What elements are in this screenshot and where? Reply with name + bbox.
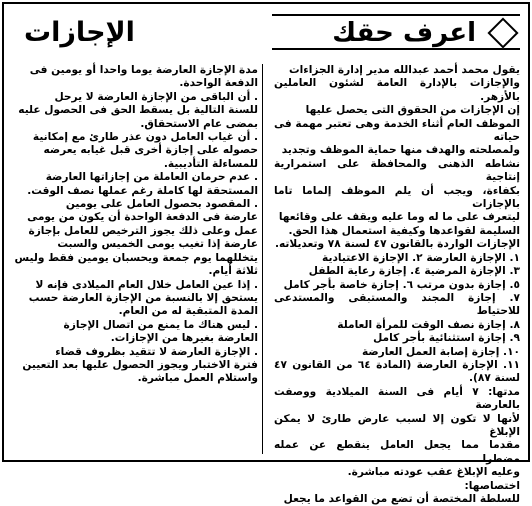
text-line: نشاطه الذهنى والمحافظة على استمرارية إنتاجية bbox=[274, 157, 520, 184]
right-column bbox=[268, 64, 521, 505]
text-line: مدة الإجازة العارضة يوما واحدا أو يومين فى bbox=[29, 64, 258, 76]
text-line: ليتعرف على ما له وما عليه ويقف على وقائعها bbox=[278, 211, 520, 224]
text-line: للسلطة المختصة أن تضع من القواعد ما يجعل bbox=[283, 493, 520, 505]
text-line: ١. الإجازة العارضة ٢. الإجازة الاعتيادية bbox=[322, 251, 520, 264]
text-line: ٧. إجازة المجند والمستبقى والمستدعى للاحتياط bbox=[274, 291, 520, 318]
rubric-banner bbox=[272, 14, 520, 50]
text-line: مقدما مما يجعل العامل ينقطع عن عمله مضطرا bbox=[274, 439, 520, 465]
article-page bbox=[2, 2, 530, 505]
text-line: للمساءلة التأديبية. bbox=[163, 157, 258, 170]
text-line: فترة الاختبار ويجوز الحصول عليها بعد التعيين bbox=[22, 358, 258, 371]
text-line: . ليس هناك ما يمنع من اتصال الإجازة bbox=[63, 318, 258, 331]
text-line: ٩. إجازة استثنائية بأجر كامل bbox=[373, 332, 520, 345]
text-line: ١٠. إجازة إصابة العمل العارضة bbox=[361, 345, 520, 358]
text-line: ولمصلحته والهدف منها حماية الموظف وتجديد bbox=[281, 144, 520, 157]
text-line: اختصاصها: bbox=[464, 479, 520, 492]
text-line: بكفاءة، ويجب أن يلم الموظف إلماما تاما بالإجازات bbox=[274, 184, 520, 211]
text-line: لأنها لا تكون إلا لسبب عارض طارئ لا يمكن الإبلاغ bbox=[274, 412, 520, 438]
text-line: . المقصود بحصول العامل على يومين bbox=[65, 198, 258, 211]
text-line: الدفعة الواحدة. bbox=[179, 77, 258, 90]
rubric-label: اعرف حقك bbox=[332, 18, 476, 48]
left-column bbox=[12, 64, 264, 454]
diamond-icon bbox=[487, 17, 518, 48]
text-line: بمضى عام الاستحقاق. bbox=[140, 117, 258, 130]
text-line: . الإجازة العارضة لا تتقيد بظروف قضاء bbox=[55, 345, 258, 358]
text-line: ١١. الإجازة العارضة (المادة ٦٤ من القانون ٤٧ لسنة ٨٧). bbox=[274, 358, 521, 385]
text-line: المدة المتبقية له من العام. bbox=[118, 305, 258, 318]
article-title: الإجازات bbox=[24, 17, 135, 48]
text-line: المستحقة لها كاملة رغم عملها نصف الوقت. bbox=[27, 184, 258, 197]
text-line: يستحق إلا بالنسبة من الإجازة العارضة حسب bbox=[28, 291, 258, 304]
text-line: عارضة فى الدفعة الواحدة أن يكون من يومى bbox=[27, 211, 258, 224]
text-line: . أن غياب العامل دون عذر طارئ مع إمكانية bbox=[32, 131, 258, 144]
text-line: . أن الباقى من الإجازة العارضة لا يرحل bbox=[54, 90, 258, 103]
text-line: عارضة إذا تغيب يومى الخميس والسبت bbox=[57, 238, 258, 251]
text-line: ٥. إجازة بدون مرتب ٦. إجازة خاصة بأجر كامل bbox=[283, 278, 520, 291]
text-line: ثلاثة أيام. bbox=[208, 265, 258, 278]
text-line: مدتها: ٧ أيام فى السنة الميلادية ووصفت بالعارضة bbox=[274, 385, 520, 412]
text-line: العارضة بغيرها من الإجازات. bbox=[110, 332, 258, 345]
text-line: السليمة لقواعدها وكيفية استعمال هذا الحق. bbox=[288, 224, 520, 237]
text-line: . إذا عين العامل خلال العام الميلادى فإنه لا bbox=[35, 278, 258, 291]
text-line: يقول محمد أحمد عبدالله مدير إدارة الجزاءات bbox=[289, 64, 520, 76]
article-header bbox=[12, 10, 520, 56]
text-line: . عدم حرمان العاملة من إجازاتها العارضة bbox=[45, 171, 258, 184]
text-line: للسنة التالية بل يسقط الحق فى الحصول عليه bbox=[18, 104, 258, 117]
text-line: واستلام العمل مباشرة. bbox=[137, 372, 258, 385]
text-line: والإجازات بالإدارة العامة لشئون العاملين بالأزهر. bbox=[274, 77, 520, 103]
article-body bbox=[12, 64, 521, 505]
text-line: الإجازات الواردة بالقانون ٤٧ لسنة ٧٨ وتعديلاته. bbox=[274, 238, 520, 251]
text-line: ٣. الإجازة المرضية ٤. إجازة رعاية الطفل bbox=[308, 265, 520, 278]
text-line: يتخللهما يوم جمعة ويحسبان يومين فقط وليس bbox=[14, 251, 258, 264]
text-line: إن الإجازات من الحقوق التى يحصل عليها bbox=[305, 104, 520, 117]
text-line: عمل وعلى ذلك يجوز الترخيص للعامل بإجازة bbox=[28, 224, 258, 237]
text-line: حصوله على إجازة أخرى قبل غيابه يعرضه bbox=[43, 144, 258, 157]
text-line: الموظف العام أثناء الخدمة وهى تعتبر مهمة فى حياته bbox=[274, 117, 520, 144]
text-line: ٨. إجازة نصف الوقت للمرأة العاملة bbox=[337, 318, 520, 331]
text-line: وعليه الإبلاغ عقب عودته مباشرة. bbox=[347, 466, 520, 479]
